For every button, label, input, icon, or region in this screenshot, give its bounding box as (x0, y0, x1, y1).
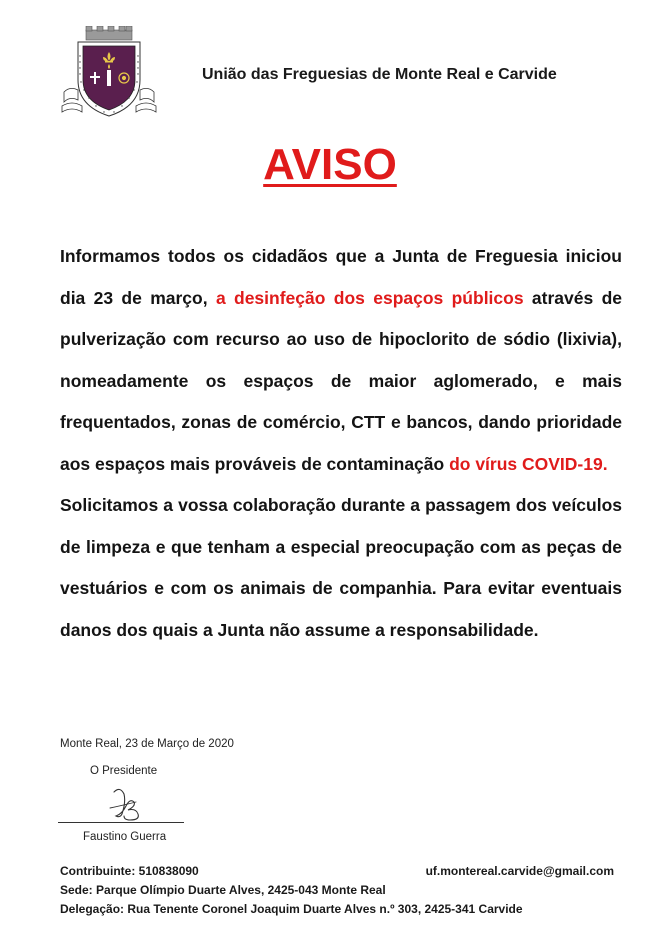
footer-tax-number: Contribuinte: 510838090 (60, 864, 199, 878)
paragraph1-text-a: Informamos todos os cidadãos que a Junta de Freguesia iniciou dia 23 de março, (60, 246, 622, 308)
footer-contact (60, 862, 620, 919)
footer-headquarters: Sede: Parque Olímpio Duarte Alves, 2425-043 Monte Real (60, 883, 386, 897)
footer-email: uf.montereal.carvide@gmail.com (425, 864, 614, 878)
signature-line (58, 822, 184, 823)
place-date: Monte Real, 23 de Março de 2020 (60, 738, 234, 750)
paragraph1-text-b: através de pulverização com recurso ao uso de hipoclorito de sódio (lixivia), nomeadamente os espaços de maior aglomerado, e mais frequentados, zonas de comércio, CTT e bancos, dando prioridade aos espaços mais prováveis de contaminação (60, 287, 622, 474)
notice-title: AVISO (263, 140, 397, 189)
notice-paragraph-1 (60, 236, 622, 485)
paragraph1-highlight-covid: do vírus COVID-19. (449, 453, 608, 474)
organization-name: União das Freguesias de Monte Real e Carvide (202, 66, 557, 83)
signer-name: Faustino Guerra (83, 831, 167, 843)
handwritten-signature (100, 782, 160, 822)
mural-crown (86, 26, 132, 40)
notice-body (60, 236, 622, 651)
paragraph1-highlight-disinfection: a desinfeção dos espaços públicos (215, 287, 524, 308)
notice-paragraph-2: Solicitamos a vossa colaboração durante a passagem dos veículos de limpeza e que tenham a especial preocupação com as peças de vestuários e com os animais de companhia. Para evitar eventuais danos dos quais a Junta não assume a responsabilidade. (60, 495, 622, 640)
signer-role: O Presidente (90, 765, 158, 777)
footer-delegation: Delegação: Rua Tenente Coronel Joaquim Duarte Alves n.º 303, 2425-341 Carvide (60, 902, 523, 916)
